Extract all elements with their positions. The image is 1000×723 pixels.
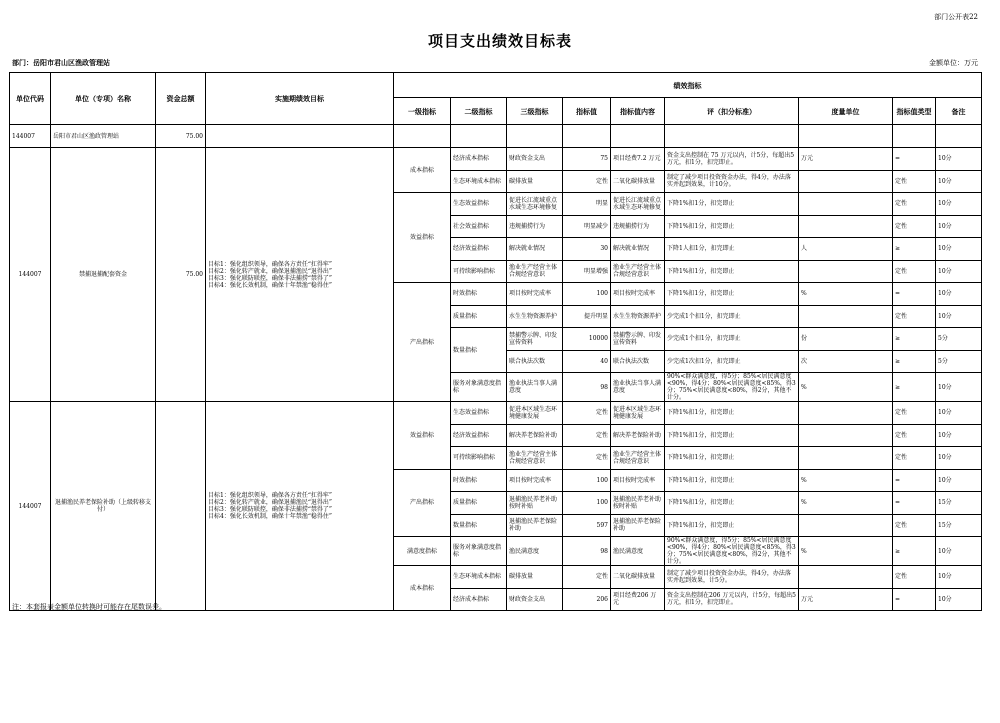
content-cell: 渔民满意度	[611, 537, 665, 566]
value-type-cell: 定性	[893, 566, 936, 589]
header-period-goal: 实施期绩效目标	[206, 73, 394, 125]
value-cell: 10000	[563, 328, 611, 351]
content-cell: 违规捕捞行为	[611, 215, 665, 238]
value-type-cell: ≥	[893, 238, 936, 261]
level2-cell: 时效指标	[451, 283, 507, 306]
remark-cell: 10分	[936, 215, 982, 238]
value-type-cell: 定性	[893, 260, 936, 283]
level3-cell: 退捕渔民养老保险补助	[507, 514, 563, 537]
header-lvl2: 二级指标	[451, 98, 507, 125]
header-unit-name: 单位（专项）名称	[51, 73, 156, 125]
project2-group-level1: 成本指标	[394, 566, 451, 611]
level2-cell: 经济效益指标	[451, 238, 507, 261]
remark-cell: 10分	[936, 447, 982, 470]
scoring-cell: 下降1%扣1分，扣完即止	[665, 260, 799, 283]
value-cell: 100	[563, 492, 611, 515]
level2-cell: 经济成本指标	[451, 588, 507, 611]
content-cell: 解决养老保险补助	[611, 424, 665, 447]
value-cell: 明显减少	[563, 215, 611, 238]
level2-cell: 生态环境成本指标	[451, 566, 507, 589]
level3-cell: 碳排放量	[507, 566, 563, 589]
scoring-cell: 下降1%扣1分，扣完即止	[665, 492, 799, 515]
project1-goal: 目标1：强化组织领导，确保各方责任“扛得牢” 目标2：强化转产就业，确保退捕渔民“退得出” 目标3：强化联防联控，确保非法捕捞“禁得了” 目标4：强化长效机制，确保十年禁渔“稳得住”	[206, 148, 394, 402]
value-cell: 明显增强	[563, 260, 611, 283]
footnote: 注：本套报表金额单位转换时可能存在尾数误差。	[12, 603, 166, 611]
scoring-cell: 下降1%扣1分，扣完即止	[665, 283, 799, 306]
summary-name: 岳阳市君山区渔政管理站	[51, 125, 156, 148]
summary-amount: 75.00	[156, 125, 206, 148]
level2-cell: 可持续影响指标	[451, 447, 507, 470]
level3-cell: 退捕渔民养老补助按时补贴	[507, 492, 563, 515]
content-cell: 禁捕警示牌、印发宣传资料	[611, 328, 665, 351]
header-fund-total: 资金总额	[156, 73, 206, 125]
level2-cell: 经济成本指标	[451, 148, 507, 171]
scoring-cell: 下降1%扣1分，扣完即止	[665, 447, 799, 470]
summary-code: 144007	[10, 125, 51, 148]
measure-unit-cell: 万元	[799, 588, 893, 611]
value-cell: 明显	[563, 193, 611, 216]
level3-cell: 财政资金支出	[507, 588, 563, 611]
value-cell: 提升明显	[563, 305, 611, 328]
measure-unit-cell	[799, 402, 893, 425]
level2-cell: 经济效益指标	[451, 424, 507, 447]
measure-unit-cell: 万元	[799, 148, 893, 171]
measure-unit-cell: %	[799, 537, 893, 566]
remark-cell: 10分	[936, 283, 982, 306]
header-ind-content: 指标值内容	[611, 98, 665, 125]
measure-unit-cell	[799, 193, 893, 216]
level2-cell: 生态效益指标	[451, 402, 507, 425]
amount-unit-label: 金额单位：万元	[929, 59, 978, 67]
measure-unit-cell: 次	[799, 350, 893, 373]
scoring-cell: 少完成1个扣1分，扣完即止	[665, 305, 799, 328]
scoring-cell: 下降1%扣1分，扣完即止	[665, 514, 799, 537]
department-label: 部门：岳阳市君山区渔政管理站	[12, 58, 110, 67]
value-cell: 75	[563, 148, 611, 171]
remark-cell: 10分	[936, 537, 982, 566]
value-cell: 40	[563, 350, 611, 373]
scoring-cell: 下降1%扣1分，扣完即止	[665, 193, 799, 216]
level3-cell: 碳排放量	[507, 170, 563, 193]
content-cell: 二氧化碳排放量	[611, 170, 665, 193]
value-cell: 定性	[563, 424, 611, 447]
level3-cell: 项目按时完成率	[507, 469, 563, 492]
value-cell: 定性	[563, 566, 611, 589]
remark-cell: 10分	[936, 469, 982, 492]
level3-cell: 渔业生产经营主体合规经营意识	[507, 447, 563, 470]
remark-cell: 10分	[936, 193, 982, 216]
measure-unit-cell: 人	[799, 238, 893, 261]
level3-cell: 联合执法次数	[507, 350, 563, 373]
remark-cell: 10分	[936, 373, 982, 402]
remark-cell: 5分	[936, 328, 982, 351]
value-type-cell: 定性	[893, 424, 936, 447]
measure-unit-cell: %	[799, 469, 893, 492]
remark-cell: 10分	[936, 260, 982, 283]
scoring-cell: 少完成1次扣1分，扣完即止	[665, 350, 799, 373]
level3-cell: 水生生物资源养护	[507, 305, 563, 328]
measure-unit-cell	[799, 424, 893, 447]
remark-cell: 10分	[936, 148, 982, 171]
content-cell: 渔业生产经营主体合规经营意识	[611, 447, 665, 470]
header-scoring: 评（扣分标准）	[665, 98, 799, 125]
project1-group-level1: 效益指标	[394, 193, 451, 283]
header-remark: 备注	[936, 98, 982, 125]
project2-name: 退捕渔民养老保险补助（上级转移支付）	[51, 402, 156, 611]
page-title: 项目支出绩效目标表	[427, 32, 572, 50]
level2-cell: 生态环境成本指标	[451, 170, 507, 193]
scoring-cell: 资金支出控制在206 万元以内，计5分，每超出5 万元，扣1分，扣完即止。	[665, 588, 799, 611]
value-type-cell: =	[893, 283, 936, 306]
project2-group-level1: 满意度指标	[394, 537, 451, 566]
scoring-cell: 下降1%扣1分，扣完即止	[665, 402, 799, 425]
measure-unit-cell: %	[799, 492, 893, 515]
measure-unit-cell	[799, 447, 893, 470]
project2-goal: 目标1：强化组织领导，确保各方责任“扛得牢” 目标2：强化转产就业，确保退捕渔民“退得出” 目标3：强化联防联控，确保非法捕捞“禁得了” 目标4：强化长效机制，确保十年禁渔“稳得住”	[206, 402, 394, 611]
content-cell: 促进长江流域重点水域生态环境修复	[611, 193, 665, 216]
value-type-cell: ≥	[893, 373, 936, 402]
scoring-cell: 少完成1个扣1分，扣完即止	[665, 328, 799, 351]
level3-cell: 禁捕警示牌、印发宣传资料	[507, 328, 563, 351]
content-cell: 渔业生产经营主体合规经营意识	[611, 260, 665, 283]
value-type-cell: ≥	[893, 537, 936, 566]
level3-cell: 促进本区域生态环境健康发展	[507, 402, 563, 425]
scoring-cell: 下降1人扣1分，扣完即止	[665, 238, 799, 261]
header-value-type: 指标值类型	[893, 98, 936, 125]
header-unit-code: 单位代码	[10, 73, 51, 125]
scoring-cell: 制定了减少项目投资资金办法，得4分，办法落实并起到效果，计10分。	[665, 170, 799, 193]
indicator-row	[10, 402, 982, 425]
value-type-cell: =	[893, 492, 936, 515]
value-type-cell: 定性	[893, 402, 936, 425]
value-type-cell: 定性	[893, 193, 936, 216]
scoring-cell: 制定了减少项目投资资金办法，得4分，办法落实并起到效果，计5分。	[665, 566, 799, 589]
header-lvl1: 一级指标	[394, 98, 451, 125]
content-cell: 项目按时完成率	[611, 283, 665, 306]
project2-group-level1: 效益指标	[394, 402, 451, 470]
project1-code: 144007	[10, 148, 51, 402]
remark-cell: 10分	[936, 424, 982, 447]
project1-group-level1: 成本指标	[394, 148, 451, 193]
value-type-cell: 定性	[893, 170, 936, 193]
scoring-cell: 下降1%扣1分，扣完即止	[665, 424, 799, 447]
measure-unit-cell	[799, 514, 893, 537]
measure-unit-cell: %	[799, 283, 893, 306]
remark-cell: 10分	[936, 588, 982, 611]
level2-cell: 时效指标	[451, 469, 507, 492]
level3-cell: 渔业生产经营主体合规经营意识	[507, 260, 563, 283]
measure-unit-cell	[799, 566, 893, 589]
value-cell: 98	[563, 537, 611, 566]
content-cell: 项目经费206 万元	[611, 588, 665, 611]
value-cell: 100	[563, 283, 611, 306]
scoring-cell: 资金支出控制在 75 万元以内，计5分，每超出5 万元，扣1分，扣完即止。	[665, 148, 799, 171]
table-number-label: 部门公开表22	[934, 13, 978, 21]
content-cell: 解决就业情况	[611, 238, 665, 261]
remark-cell: 10分	[936, 566, 982, 589]
content-cell: 水生生物资源养护	[611, 305, 665, 328]
value-cell: 98	[563, 373, 611, 402]
level2-cell: 质量指标	[451, 492, 507, 515]
value-type-cell: =	[893, 469, 936, 492]
content-cell: 渔业执法当事人满意度	[611, 373, 665, 402]
value-type-cell: =	[893, 588, 936, 611]
remark-cell: 10分	[936, 170, 982, 193]
content-cell: 项目经费7.2 万元	[611, 148, 665, 171]
level2-cell: 生态效益指标	[451, 193, 507, 216]
value-cell: 206	[563, 588, 611, 611]
measure-unit-cell: %	[799, 373, 893, 402]
value-type-cell: 定性	[893, 305, 936, 328]
level2-cell: 可持续影响指标	[451, 260, 507, 283]
measure-unit-cell: 份	[799, 328, 893, 351]
remark-cell: 15分	[936, 492, 982, 515]
project1-name: 禁捕退捕配套资金	[51, 148, 156, 402]
level3-cell: 项目按时完成率	[507, 283, 563, 306]
header-indicators: 绩效指标	[394, 73, 982, 98]
level3-cell: 违规捕捞行为	[507, 215, 563, 238]
level3-cell: 解决就业情况	[507, 238, 563, 261]
value-type-cell: 定性	[893, 215, 936, 238]
level2-cell: 质量指标	[451, 305, 507, 328]
level3-cell: 财政资金支出	[507, 148, 563, 171]
project1-amount: 75.00	[156, 148, 206, 402]
level2-cell: 数量指标	[451, 514, 507, 537]
header-lvl3: 三级指标	[507, 98, 563, 125]
header-ind-value: 指标值	[563, 98, 611, 125]
content-cell: 二氧化碳排放量	[611, 566, 665, 589]
level2-cell: 服务对象满意度指标	[451, 537, 507, 566]
header-measure-unit: 度量单位	[799, 98, 893, 125]
content-cell: 退捕渔民养老保险补助	[611, 514, 665, 537]
content-cell: 促进本区域生态环境健康发展	[611, 402, 665, 425]
measure-unit-cell	[799, 170, 893, 193]
remark-cell: 10分	[936, 238, 982, 261]
level3-cell: 渔民满意度	[507, 537, 563, 566]
value-cell: 定性	[563, 447, 611, 470]
measure-unit-cell	[799, 305, 893, 328]
content-cell: 退捕渔民养老补助按时补贴	[611, 492, 665, 515]
value-type-cell: ≥	[893, 350, 936, 373]
content-cell: 联合执法次数	[611, 350, 665, 373]
level2-cell: 服务对象满意度指标	[451, 373, 507, 402]
remark-cell: 5分	[936, 350, 982, 373]
level3-cell: 渔业执法当事人满意度	[507, 373, 563, 402]
value-cell: 定性	[563, 170, 611, 193]
remark-cell: 15分	[936, 514, 982, 537]
value-type-cell: 定性	[893, 447, 936, 470]
scoring-cell: 下降1%扣1分，扣完即止	[665, 215, 799, 238]
value-cell: 100	[563, 469, 611, 492]
value-cell: 597	[563, 514, 611, 537]
value-cell: 30	[563, 238, 611, 261]
level3-cell: 促进长江流域重点水域生态环境修复	[507, 193, 563, 216]
scoring-cell: 90%<群众满意度，得5分；85%<居民满意度<90%，得4分；80%<居民满意度<85%，得3分；75%<居民满意度<80%，得2分，其他不计分。	[665, 537, 799, 566]
content-cell: 项目按时完成率	[611, 469, 665, 492]
remark-cell: 10分	[936, 402, 982, 425]
value-type-cell: ≥	[893, 328, 936, 351]
indicator-row	[10, 148, 982, 171]
scoring-cell: 下降1%扣1分，扣完即止	[665, 469, 799, 492]
project1-group-level1: 产出指标	[394, 283, 451, 402]
level2-cell: 社会效益指标	[451, 215, 507, 238]
value-type-cell: =	[893, 148, 936, 171]
level2-cell: 数量指标	[451, 328, 507, 373]
project2-group-level1: 产出指标	[394, 469, 451, 537]
summary-row	[10, 125, 982, 148]
scoring-cell: 90%<群众满意度，得5分；85%<居民满意度<90%，得4分；80%<居民满意度<85%，得3分；75%<居民满意度<80%，得2分，其他不计分。	[665, 373, 799, 402]
value-cell: 定性	[563, 402, 611, 425]
remark-cell: 10分	[936, 305, 982, 328]
value-type-cell: 定性	[893, 514, 936, 537]
measure-unit-cell	[799, 215, 893, 238]
performance-table	[9, 72, 982, 611]
measure-unit-cell	[799, 260, 893, 283]
project2-code: 144007	[10, 402, 51, 611]
level3-cell: 解决养老保险补助	[507, 424, 563, 447]
project2-amount	[156, 402, 206, 611]
